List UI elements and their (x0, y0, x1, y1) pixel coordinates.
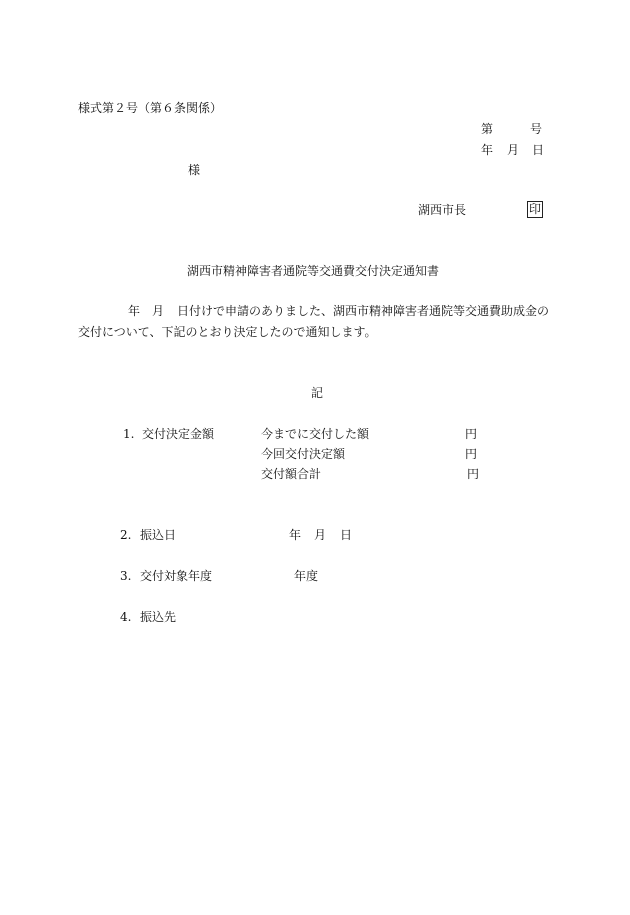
item1-row3-unit: 円 (467, 467, 480, 481)
body-line2: 交付について、下記のとおり決定したので通知します。 (78, 325, 377, 339)
item1-row2-label: 今回交付決定額 (261, 447, 346, 461)
item2-year: 年 (289, 528, 302, 542)
item1-row2-unit: 円 (465, 447, 478, 461)
item1-row1-unit: 円 (465, 427, 478, 441)
seal-stamp: 印 (529, 202, 542, 216)
item2-day: 日 (340, 528, 353, 542)
date-year: 年 (481, 143, 494, 157)
item3-label: 交付対象年度 (140, 569, 213, 583)
body-year: 年 (128, 304, 141, 318)
number-go: 号 (530, 122, 543, 136)
form-label: 様式第２号（第６条関係） (78, 101, 223, 115)
addressee-suffix: 様 (188, 163, 201, 177)
item1-row1-label: 今までに交付した額 (261, 427, 370, 441)
item1-label: 交付決定金額 (142, 427, 215, 441)
item3-suffix: 年度 (294, 569, 319, 583)
date-day: 日 (532, 143, 545, 157)
body-line1: 日付けで申請のありました、湖西市精神障害者通院等交通費助成金の (177, 304, 550, 318)
issuer-name: 湖西市長 (418, 203, 467, 217)
item1-row3-label: 交付額合計 (261, 467, 322, 481)
item2-number: 2. (120, 528, 132, 542)
body-month: 月 (152, 304, 165, 318)
item1-number: 1. (123, 427, 135, 441)
document-title: 湖西市精神障害者通院等交通費交付決定通知書 (187, 264, 440, 278)
item3-number: 3. (120, 569, 132, 583)
item2-month: 月 (314, 528, 327, 542)
number-dai: 第 (481, 122, 494, 136)
item2-label: 振込日 (140, 528, 177, 542)
item4-number: 4. (120, 610, 132, 624)
ki-heading: 記 (311, 386, 324, 400)
item4-label: 振込先 (140, 610, 177, 624)
date-month: 月 (507, 143, 520, 157)
